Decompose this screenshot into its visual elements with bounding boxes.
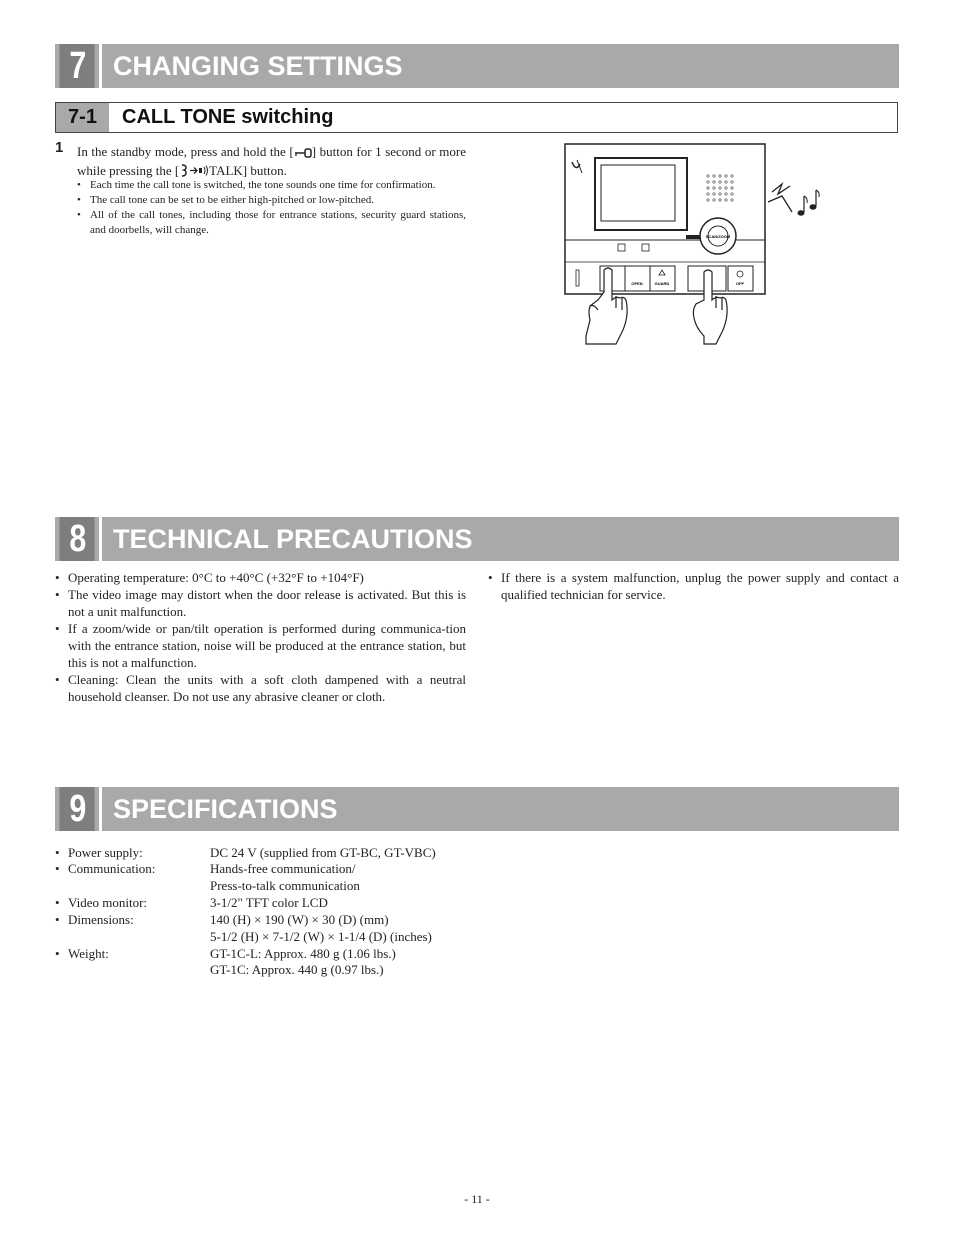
list-item: • If there is a system malfunction, unplug the power supply and contact a qualified technician for service. bbox=[488, 569, 899, 603]
subsection-number: 7-1 bbox=[56, 103, 109, 132]
spec-value: DC 24 V (supplied from GT-BC, GT-VBC) bbox=[210, 845, 436, 860]
sound-waves-icon bbox=[768, 184, 792, 212]
list-item: • Operating temperature: 0°C to +40°C (+32°F to +104°F) bbox=[55, 569, 466, 586]
open-label: OPEN bbox=[631, 281, 643, 286]
section-number: 9 bbox=[59, 787, 94, 831]
step-notes-list bbox=[77, 178, 466, 238]
precautions-list-right bbox=[488, 569, 899, 603]
key-icon bbox=[294, 145, 312, 162]
spec-value: 5-1/2 (H) × 7-1/2 (W) × 1-1/4 (D) (inches) bbox=[210, 929, 432, 944]
section-header-technical-precautions bbox=[55, 517, 899, 561]
subsection-title: CALL TONE switching bbox=[122, 106, 334, 128]
spec-value: GT-1C-L: Approx. 480 g (1.06 lbs.) bbox=[210, 946, 396, 961]
scan-zoom-label: SCAN/ZOOM bbox=[705, 234, 731, 239]
step-instruction: In the standby mode, press and hold the [ ] button for 1 second or more while pressing the [ TALK] button. bbox=[77, 143, 466, 181]
section-title: SPECIFICATIONS bbox=[113, 794, 338, 824]
off-label: OFF bbox=[736, 281, 744, 286]
section-title: TECHNICAL PRECAUTIONS bbox=[113, 524, 473, 554]
monitor-diagram bbox=[560, 140, 830, 355]
list-item: • The call tone can be set to be either high-pitched or low-pitched. bbox=[77, 193, 466, 208]
spec-value: Hands-free communication/ bbox=[210, 861, 356, 876]
precautions-list-left bbox=[55, 569, 466, 705]
spec-value: Press-to-talk communication bbox=[210, 878, 360, 893]
subsection-header-call-tone bbox=[55, 102, 898, 133]
list-item: • All of the call tones, including those for entrance stations, security guard stations, and doorbells, will change. bbox=[77, 208, 466, 238]
spec-value: GT-1C: Approx. 440 g (0.97 lbs.) bbox=[210, 962, 384, 977]
section-title: CHANGING SETTINGS bbox=[113, 51, 403, 81]
list-item: • The video image may distort when the door release is activated. But this is not a unit malfunction. bbox=[55, 586, 466, 620]
lcd-screen bbox=[595, 158, 687, 230]
section-header-specifications bbox=[55, 787, 899, 831]
music-notes-icon bbox=[798, 190, 819, 215]
section-number: 7 bbox=[59, 44, 94, 88]
page-number: - 11 - bbox=[464, 1192, 490, 1206]
spec-value: 140 (H) × 190 (W) × 30 (D) (mm) bbox=[210, 912, 389, 927]
section-number: 8 bbox=[59, 517, 94, 561]
step-number: 1 bbox=[55, 139, 64, 156]
list-item: • Cleaning: Clean the units with a soft cloth dampened with a neutral household cleanser. Do not use any abrasive cleaner or cloth. bbox=[55, 671, 466, 705]
section-header-changing-settings bbox=[55, 44, 899, 88]
spec-value: 3-1/2" TFT color LCD bbox=[210, 895, 328, 910]
list-item: • If a zoom/wide or pan/tilt operation is performed during communica-tion with the entrance station, noise will be produced at the entrance station, but this is not a malfunction. bbox=[55, 620, 466, 671]
list-item: • Each time the call tone is switched, the tone sounds one time for confirmation. bbox=[77, 178, 466, 193]
guard-label: GUARD bbox=[654, 281, 670, 286]
